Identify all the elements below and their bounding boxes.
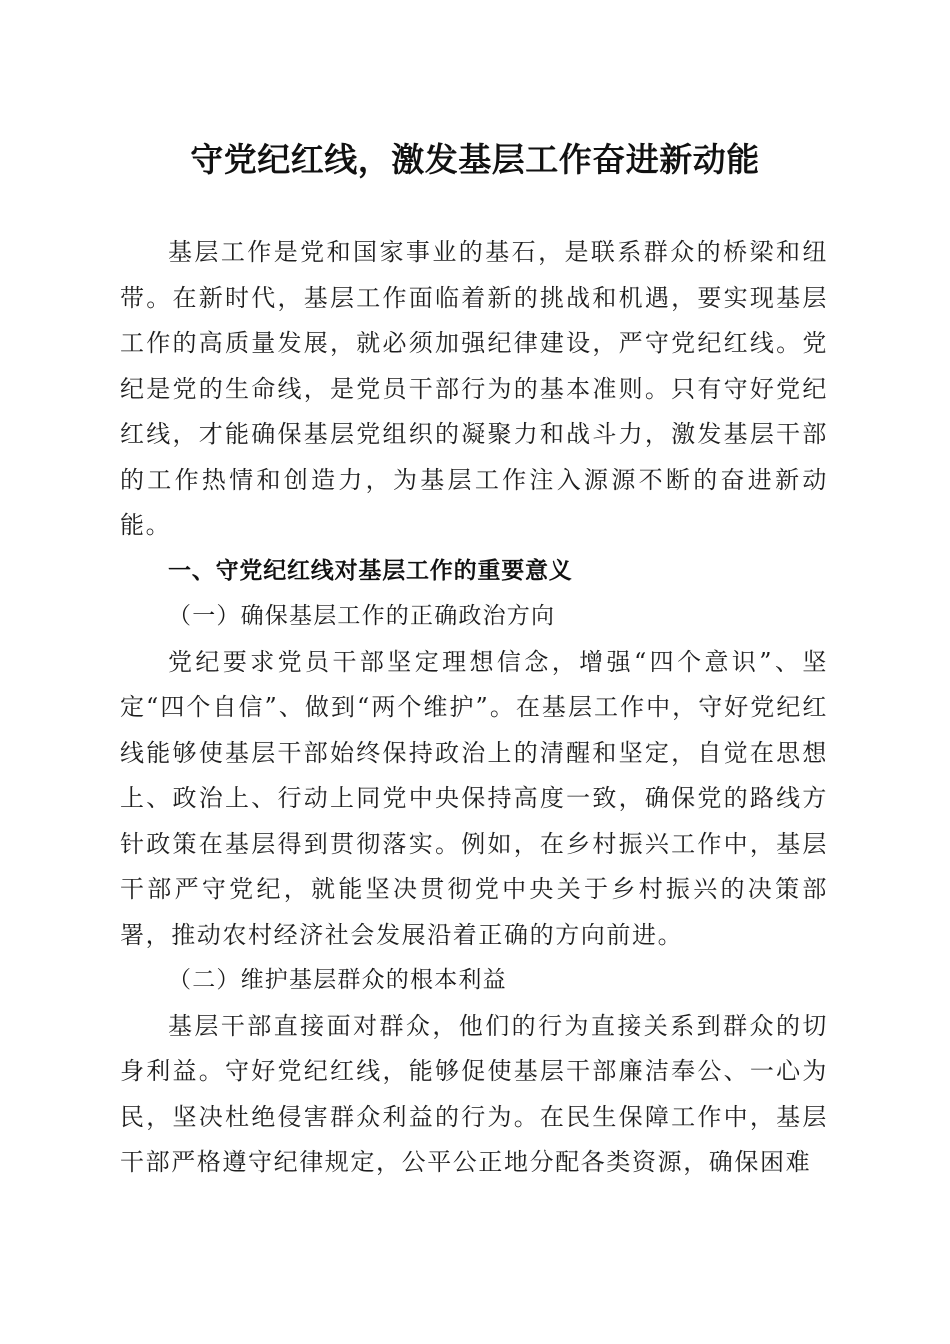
subsection-heading-1: （一）确保基层工作的正确政治方向 <box>168 603 556 629</box>
intro-paragraph: 基层工作是党和国家事业的基石，是联系群众的桥梁和纽带。在新时代，基层工作面临着新的挑战和机遇，要实现基层工作的高质量发展，就必须加强纪律建设，严守党纪红线。党纪是党的生命线，是党员干部行为的基本准则。只有守好党纪红线，才能确保基层党组织的凝聚力和战斗力，激发基层干部的工作热情和创造力，为基层工作注入源源不断的奋进新动能。 <box>120 238 828 539</box>
section-heading-1: 一、守党纪红线对基层工作的重要意义 <box>168 557 573 584</box>
body-paragraph-political-direction: 党纪要求党员干部坚定理想信念，增强“四个意识”、坚定“四个自信”、做到“两个维护”。在基层工作中，守好党纪红线能够使基层干部始终保持政治上的清醒和坚定，自觉在思想上、政治上、行动上同党中央保持高度一致，确保党的路线方针政策在基层得到贯彻落实。例如，在乡村振兴工作中，基层干部严守党纪，就能坚决贯彻党中央关于乡村振兴的决策部署，推动农村经济社会发展沿着正确的方向前进。 <box>120 647 828 949</box>
subsection-heading-2: （二）维护基层群众的根本利益 <box>168 967 507 993</box>
document-body <box>120 230 828 1186</box>
body-paragraph-masses-interests: 基层干部直接面对群众，他们的行为直接关系到群众的切身利益。守好党纪红线，能够促使基层干部廉洁奉公、一心为民，坚决杜绝侵害群众利益的行为。在民生保障工作中，基层干部严格遵守纪律规定，公平公正地分配各类资源，确保困难 <box>120 1011 828 1176</box>
document-title: 守党纪红线，激发基层工作奋进新动能 <box>190 140 760 179</box>
